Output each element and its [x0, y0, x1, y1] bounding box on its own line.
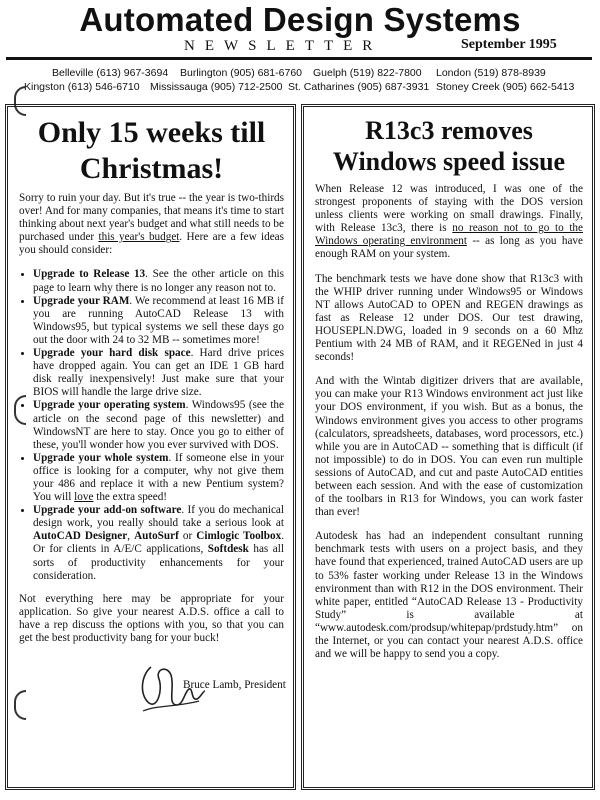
right-article	[301, 104, 595, 790]
office-london: London (519) 878-8939	[436, 67, 546, 79]
office-kingston: Kingston (613) 546-6710	[24, 81, 140, 93]
list-item: • Upgrade your hard disk space. Hard drive prices have dropped again. You can get an IDE 1 GB hard disk really inexpensively! Just make sure that your BIOS will handle the large drive size.	[33, 347, 284, 399]
left-article	[5, 104, 296, 790]
list-item: • Upgrade to Release 13. See the other article on this page to learn why there is no longer any reason not to.	[33, 268, 284, 294]
right-headline: R13c3 removes Windows speed issue	[332, 116, 566, 176]
office-st-catharines: St. Catharines (905) 687-3931	[288, 81, 430, 93]
right-para-3: And with the Wintab digitizer drivers that are available, you can make your R13 Windows environment act just like your DOS environment, if you wish. But as a bonus, the Windows environment gives you access to other programs (calculators, spreadsheets, databases, word processors, etc.) while you are in AutoCAD -- something that is difficult (if not impossible) to do in DOS. You can even run multiple sessions of AutoCAD, and cut and paste AutoCAD entities between each session. And with the ease of customization of the toolbars in R13 for Windows, you can work faster than ever!	[315, 375, 583, 519]
signature-block	[19, 661, 284, 721]
masthead	[0, 0, 600, 100]
left-closing: Not everything here may be appropriate for your application. So give your nearest A.D.S. office a call to have a rep discuss the options with you, so that you can get the best productivity bang for your buck!	[19, 592, 284, 644]
right-para-2: The benchmark tests we have done show that R13c3 with the WHIP driver running under Windows95 or Windows NT allows AutoCAD to OPEN and REGEN drawings as fast as Release 12 under DOS. Our test drawing, HOUSEPLN.DWG, loaded in 9 seconds on a 60 Mhz Pentium with 24 MB of RAM, and it REGENed in just 4 seconds!	[315, 272, 583, 364]
right-para-4: Autodesk has had an independent consultant running benchmark tests with users on a project basis, and they have found that experienced, trained AutoCAD users are up to 53% faster working under Release 13 in the Windows environment than with R12 in the DOS environment. Their white paper, entitled “AutoCAD Release 13 - Productivity Study” is available at “www.autodesk.com/prodsup/whitepap/prdstudy.htm” on the Internet, or you can contact your nearest A.D.S. office and we will be happy to send you a copy.	[315, 530, 583, 661]
office-guelph: Guelph (519) 822-7800	[313, 67, 422, 79]
list-item: • Upgrade your whole system. If someone else in your office is looking for a computer, why not give them your 486 and replace it with a new Pentium system? You will love the extra speed!	[33, 452, 284, 504]
masthead-rule	[6, 57, 592, 60]
office-stoney-creek: Stoney Creek (905) 662-5413	[436, 81, 575, 93]
right-para-1: When Release 12 was introduced, I was one of the strongest proponents of staying with the DOS version unless clients were working on small drawings. Finally, with Release 13c3, there is no reason not to go to the Windows operating environment -- as long as you have enough RAM on your system.	[315, 183, 583, 261]
office-mississauga: Mississauga (905) 712-2500	[150, 81, 283, 93]
list-item: • Upgrade your RAM. We recommend at least 16 MB if you are running AutoCAD Release 13 with Windows95, but typical systems we sell these days go out the door with 24 to 32 MB -- sometimes more!	[33, 295, 284, 347]
office-burlington: Burlington (905) 681-6760	[180, 67, 303, 79]
newsletter-label: NEWSLETTER	[184, 38, 383, 54]
left-headline: Only 15 weeks till Christmas!	[37, 116, 266, 185]
office-belleville: Belleville (613) 967-3694	[52, 67, 169, 79]
issue-date: September 1995	[461, 37, 557, 52]
signature-name: Bruce Lamb, President	[183, 679, 286, 692]
list-item: • Upgrade your add-on software. If you do mechanical design work, you really should take a serious look at AutoCAD Designer, AutoSurf or Cimlogic Toolbox. Or for clients in A/E/C applications, Softdesk has all sorts of productivity enhancements for your consideration.	[33, 504, 284, 583]
upgrade-list	[19, 268, 284, 582]
office-list	[0, 61, 600, 97]
left-intro: Sorry to ruin your day. But it's true -- the year is two-thirds over! And for many companies, that means it's time to start thinking about next year's budget and what still needs to be purchased under this year's budget. Here are a few ideas you should consider:	[19, 192, 284, 257]
list-item: • Upgrade your operating system. Windows95 (see the article on the second page of this newsletter) and WindowsNT are here to stay. Once you go to either of these, you'll wonder how you ever survived with DOS.	[33, 399, 284, 451]
company-name: Automated Design Systems	[79, 1, 521, 38]
